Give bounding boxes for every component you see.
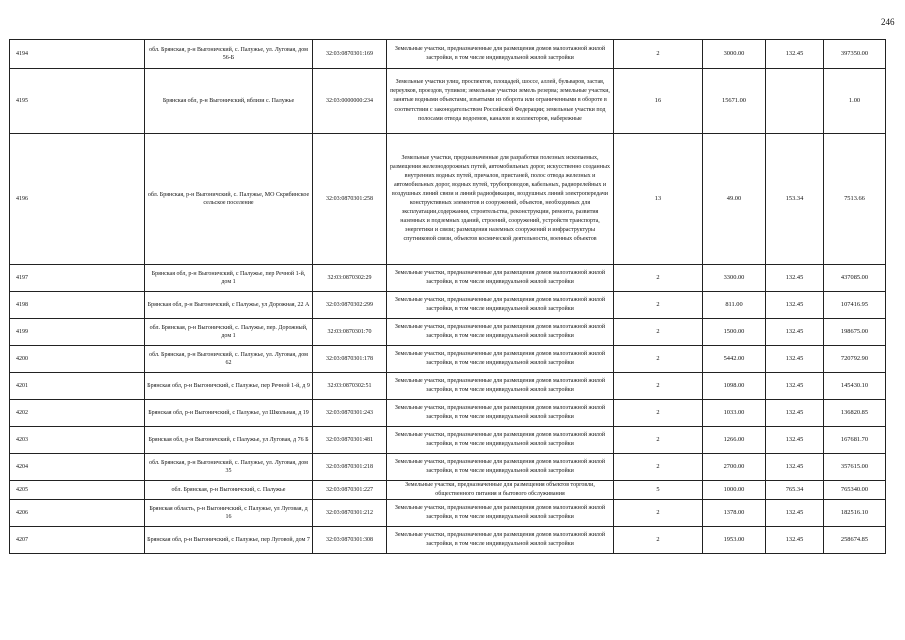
table-row (10, 500, 886, 527)
address-cell: Брянская обл, р-н Выгоничский, вблизи с. Палужье (145, 69, 313, 134)
land-use-description-cell: Земельные участки, предназначенные для размещения домов малоэтажной жилой застройки, в том числе индивидуальной жилой застройки (387, 346, 614, 373)
cadastral-number-cell: 32:03:0870301:258 (313, 134, 387, 265)
row-number: 4196 (10, 134, 145, 265)
cadastral-number-cell: 32:03:0870301:212 (313, 500, 387, 527)
specific-value-cell: 132.45 (766, 427, 824, 454)
specific-value-cell: 153.34 (766, 134, 824, 265)
row-number: 4195 (10, 69, 145, 134)
area-cell: 5442.00 (703, 346, 766, 373)
cadastral-number-cell: 32:03:0870301:70 (313, 319, 387, 346)
row-number: 4201 (10, 373, 145, 400)
table-row (10, 481, 886, 500)
registry-body (10, 40, 886, 554)
land-use-description-cell: Земельные участки, предназначенные для размещения домов малоэтажной жилой застройки, в том числе индивидуальной жилой застройки (387, 500, 614, 527)
table-row (10, 346, 886, 373)
cadastral-registry-table (9, 39, 886, 554)
group-cell: 2 (614, 346, 703, 373)
area-cell: 1033.00 (703, 400, 766, 427)
area-cell: 1500.00 (703, 319, 766, 346)
area-cell: 49.00 (703, 134, 766, 265)
area-cell: 1378.00 (703, 500, 766, 527)
area-cell: 15671.00 (703, 69, 766, 134)
address-cell: обл. Брянская, р-н Выгоничский, с. Палужье, МО Скрябинское сельское поселение (145, 134, 313, 265)
table-row (10, 265, 886, 292)
group-cell: 16 (614, 69, 703, 134)
table-row (10, 373, 886, 400)
cadastral-number-cell: 32:03:0870301:481 (313, 427, 387, 454)
land-use-description-cell: Земельные участки, предназначенные для размещения домов малоэтажной жилой застройки, в том числе индивидуальной жилой застройки (387, 454, 614, 481)
specific-value-cell: 765.34 (766, 481, 824, 500)
cadastral-value-cell: 145430.10 (824, 373, 886, 400)
group-cell: 2 (614, 400, 703, 427)
address-cell: Брянская обл, р-н Выгоничский, с Палужье, пер Речной 1-й, дом 1 (145, 265, 313, 292)
table-row (10, 40, 886, 69)
address-cell: обл. Брянская, р-н Выгоничский, с. Палужье, ул. Луговая, дом 56-Б (145, 40, 313, 69)
land-use-description-cell: Земельные участки, предназначенные для размещения домов малоэтажной жилой застройки, в том числе индивидуальной жилой застройки (387, 40, 614, 69)
table-row (10, 527, 886, 554)
row-number: 4204 (10, 454, 145, 481)
group-cell: 2 (614, 373, 703, 400)
cadastral-value-cell: 437085.00 (824, 265, 886, 292)
table-row (10, 400, 886, 427)
cadastral-number-cell: 32:03:0870301:227 (313, 481, 387, 500)
area-cell: 1000.00 (703, 481, 766, 500)
group-cell: 2 (614, 265, 703, 292)
address-cell: Брянская обл, р-н Выгоничский, с Палужье, ул Школьная, д 19 (145, 400, 313, 427)
group-cell: 5 (614, 481, 703, 500)
address-cell: обл. Брянская, р-н Выгоничский, с. Палужье (145, 481, 313, 500)
group-cell: 13 (614, 134, 703, 265)
table-row (10, 134, 886, 265)
area-cell: 1266.00 (703, 427, 766, 454)
cadastral-number-cell: 32:03:0870301:178 (313, 346, 387, 373)
land-use-description-cell: Земельные участки, предназначенные для размещения домов малоэтажной жилой застройки, в том числе индивидуальной жилой застройки (387, 292, 614, 319)
land-use-description-cell: Земельные участки, предназначенные для разработки полезных ископаемых, размещения железнодорожных путей, автомобильных дорог, искусственно созданных внутренних водных путей, причалов, пристаней, полос отвода железных и автомобильных дорог, водных путей, трубопроводов, кабельных, радиорелейных и воздушных линий связи и линий радиофикации, воздушных линий электропередачи конструктивных элементов и сооружений, объектов, необходимых для эксплуатации,содержания, строительства, реконструкции, ремонта, развития наземных и подземных зданий, строений, сооружений, устройств транспорта, энергетики и связи; размещения наземных сооружений и инфраструктуры спутниковой связи, объектов космической деятельности, военных объектов (387, 134, 614, 265)
cadastral-value-cell: 107416.95 (824, 292, 886, 319)
specific-value-cell: 132.45 (766, 40, 824, 69)
land-use-description-cell: Земельные участки, предназначенные для размещения домов малоэтажной жилой застройки, в том числе индивидуальной жилой застройки (387, 427, 614, 454)
address-cell: Брянская обл, р-н Выгоничский, с Палужье, пер Речной 1-й, д 9 (145, 373, 313, 400)
specific-value-cell: 132.45 (766, 500, 824, 527)
specific-value-cell: 132.45 (766, 400, 824, 427)
table-row (10, 427, 886, 454)
group-cell: 2 (614, 427, 703, 454)
address-cell: обл. Брянская, р-н Выгоничский, с. Палужье, пер. Дорожный, дом 1 (145, 319, 313, 346)
row-number: 4194 (10, 40, 145, 69)
land-use-description-cell: Земельные участки, предназначенные для размещения домов малоэтажной жилой застройки, в том числе индивидуальной жилой застройки (387, 265, 614, 292)
specific-value-cell: 132.45 (766, 265, 824, 292)
cadastral-value-cell: 182516.10 (824, 500, 886, 527)
cadastral-number-cell: 32:03:0870301:243 (313, 400, 387, 427)
cadastral-value-cell: 1.00 (824, 69, 886, 134)
address-cell: Брянская обл, р-н Выгоничский, с Палужье, ул Дорожная, 22 А (145, 292, 313, 319)
cadastral-value-cell: 198675.00 (824, 319, 886, 346)
land-use-description-cell: Земельные участки, предназначенные для размещения домов малоэтажной жилой застройки, в том числе индивидуальной жилой застройки (387, 527, 614, 554)
row-number: 4198 (10, 292, 145, 319)
specific-value-cell: 132.45 (766, 454, 824, 481)
specific-value-cell: 132.45 (766, 373, 824, 400)
group-cell: 2 (614, 319, 703, 346)
land-use-description-cell: Земельные участки, предназначенные для размещения объектов торговли, общественного питания и бытового обслуживания (387, 481, 614, 500)
group-cell: 2 (614, 527, 703, 554)
specific-value-cell (766, 69, 824, 134)
table-row (10, 454, 886, 481)
specific-value-cell: 132.45 (766, 527, 824, 554)
specific-value-cell: 132.45 (766, 292, 824, 319)
land-use-description-cell: Земельные участки, предназначенные для размещения домов малоэтажной жилой застройки, в том числе индивидуальной жилой застройки (387, 319, 614, 346)
address-cell: Брянская обл, р-н Выгоничский, с Палужье, ул Луговая, д 76 Б (145, 427, 313, 454)
group-cell: 2 (614, 500, 703, 527)
row-number: 4207 (10, 527, 145, 554)
row-number: 4205 (10, 481, 145, 500)
group-cell: 2 (614, 454, 703, 481)
cadastral-value-cell: 357615.00 (824, 454, 886, 481)
area-cell: 1098.00 (703, 373, 766, 400)
area-cell: 811.00 (703, 292, 766, 319)
cadastral-number-cell: 32:03:0870302:299 (313, 292, 387, 319)
cadastral-number-cell: 32:03:0000000:234 (313, 69, 387, 134)
area-cell: 3300.00 (703, 265, 766, 292)
cadastral-value-cell: 258674.85 (824, 527, 886, 554)
area-cell: 1953.00 (703, 527, 766, 554)
land-use-description-cell: Земельные участки улиц, проспектов, площадей, шоссе, аллей, бульваров, застав, переулков, проездов, тупиков; земельные участки земель резерва; земельные участки, занятые водными объектами, изъятыми из оборота или ограниченными в обороте в соответствии с законодательством Российской Федерации; земельные участки под полосами отвода водоемов, каналов и коллекторов, набережные (387, 69, 614, 134)
specific-value-cell: 132.45 (766, 319, 824, 346)
group-cell: 2 (614, 40, 703, 69)
address-cell: обл. Брянская, р-н Выгоничский, с. Палужье, ул. Луговая, дом 35 (145, 454, 313, 481)
cadastral-value-cell: 136820.85 (824, 400, 886, 427)
specific-value-cell: 132.45 (766, 346, 824, 373)
area-cell: 3000.00 (703, 40, 766, 69)
cadastral-number-cell: 32:03:0870301:308 (313, 527, 387, 554)
row-number: 4206 (10, 500, 145, 527)
table-row (10, 292, 886, 319)
cadastral-number-cell: 32:03:0870301:169 (313, 40, 387, 69)
cadastral-number-cell: 32:03:0870301:218 (313, 454, 387, 481)
cadastral-value-cell: 720792.90 (824, 346, 886, 373)
page-number: 246 (881, 17, 895, 27)
cadastral-number-cell: 32:03:0870302:29 (313, 265, 387, 292)
row-number: 4203 (10, 427, 145, 454)
address-cell: Брянская обл, р-н Выгоничский, с Палужье, пер Луговой, дом 7 (145, 527, 313, 554)
land-use-description-cell: Земельные участки, предназначенные для размещения домов малоэтажной жилой застройки, в том числе индивидуальной жилой застройки (387, 400, 614, 427)
address-cell: Брянская область, р-н Выгоничский, с Палужье, ул Луговая, д 16 (145, 500, 313, 527)
group-cell: 2 (614, 292, 703, 319)
cadastral-value-cell: 765340.00 (824, 481, 886, 500)
row-number: 4199 (10, 319, 145, 346)
cadastral-value-cell: 397350.00 (824, 40, 886, 69)
row-number: 4202 (10, 400, 145, 427)
area-cell: 2700.00 (703, 454, 766, 481)
table-row (10, 319, 886, 346)
address-cell: обл. Брянская, р-н Выгоничский, с. Палужье, ул. Луговая, дом 62 (145, 346, 313, 373)
cadastral-value-cell: 167681.70 (824, 427, 886, 454)
table-row (10, 69, 886, 134)
cadastral-value-cell: 7513.66 (824, 134, 886, 265)
row-number: 4197 (10, 265, 145, 292)
row-number: 4200 (10, 346, 145, 373)
land-use-description-cell: Земельные участки, предназначенные для размещения домов малоэтажной жилой застройки, в том числе индивидуальной жилой застройки (387, 373, 614, 400)
cadastral-number-cell: 32:03:0870302:51 (313, 373, 387, 400)
